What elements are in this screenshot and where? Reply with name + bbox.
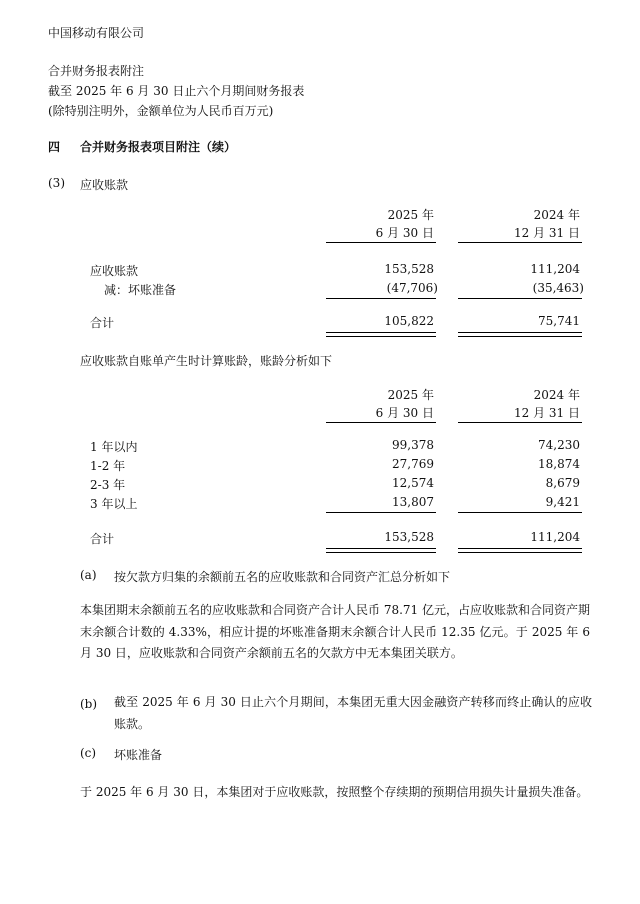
- total-value-2025: 153,528: [384, 530, 434, 544]
- row-value-2024: 111,204: [530, 262, 580, 276]
- table2-col2-date: 12 月 31 日: [514, 406, 580, 420]
- row-value-2025: 99,378: [392, 438, 434, 452]
- table2-col1-year: 2025 年: [387, 388, 434, 402]
- row-label: 1-2 年: [90, 459, 126, 473]
- aging-intro: 应收账款自账单产生时计算账龄，账龄分析如下: [80, 354, 333, 368]
- table2-col2-header-rule: [458, 422, 582, 423]
- table1-col1-total-rule: [326, 332, 436, 337]
- table1-col2-total-rule: [458, 332, 582, 337]
- table2-col1-total-rule: [326, 548, 436, 553]
- note-c-body: 于 2025 年 6 月 30 日，本集团对于应收账款，按照整个存续期的预期信用损失计量损失准备。: [80, 785, 589, 799]
- note-b-label: (b): [80, 697, 98, 711]
- table1-col2-year: 2024 年: [533, 208, 580, 222]
- section-number: 四: [48, 140, 61, 154]
- table1-col1-subtotal-rule: [326, 298, 436, 299]
- header-line-3: (除特别注明外，金额单位为人民币百万元): [48, 104, 274, 118]
- table2-col1-subtotal-rule: [326, 512, 436, 513]
- header-line-1: 合并财务报表附注: [48, 64, 145, 78]
- table2-col2-year: 2024 年: [533, 388, 580, 402]
- note-a-title: 按欠款方归集的余额前五名的应收账款和合同资产汇总分析如下: [114, 570, 451, 584]
- row-value-2024: 8,679: [545, 476, 580, 490]
- company-name: 中国移动有限公司: [48, 26, 145, 40]
- row-label: 应收账款: [90, 264, 139, 278]
- section-title: 合并财务报表项目附注（续）: [80, 140, 237, 154]
- total-value-2024: 111,204: [530, 530, 580, 544]
- total-value-2024: 75,741: [538, 314, 580, 328]
- header-line-2: 截至 2025 年 6 月 30 日止六个月期间财务报表: [48, 84, 305, 98]
- subsection-title: 应收账款: [80, 178, 129, 192]
- row-value-2025: 153,528: [384, 262, 434, 276]
- table1-col1-year: 2025 年: [387, 208, 434, 222]
- note-a-body: 本集团期末余额前五名的应收账款和合同资产合计人民币 78.71 亿元，占应收账款和合同资产期末余额合计数的 4.33%，相应计提的坏账准备期末余额合计人民币 12.35 亿元。于 2025 年 6 月 30 日，应收账款和合同资产余额前五名的欠款方中无本集团关联方。: [80, 603, 590, 660]
- table2-col1-date: 6 月 30 日: [375, 406, 434, 420]
- row-value-2025: 13,807: [392, 495, 434, 509]
- table2-col2-total-rule: [458, 548, 582, 553]
- row-label: 减：坏账准备: [104, 283, 177, 297]
- row-value-2025: 27,769: [392, 457, 434, 471]
- row-value-2024: 9,421: [545, 495, 580, 509]
- total-label: 合计: [90, 316, 115, 330]
- row-label: 1 年以内: [90, 440, 138, 454]
- table1-col1-date: 6 月 30 日: [375, 226, 434, 240]
- note-b-body: 截至 2025 年 6 月 30 日止六个月期间，本集团无重大因金融资产转移而终止确认的应收账款。: [114, 695, 592, 731]
- row-value-2025: (47,706): [386, 281, 438, 295]
- table1-col2-header-rule: [458, 242, 582, 243]
- table1-col1-header-rule: [326, 242, 436, 243]
- row-value-2024: 18,874: [538, 457, 580, 471]
- row-value-2024: (35,463): [532, 281, 584, 295]
- table1-col2-subtotal-rule: [458, 298, 582, 299]
- row-label: 2-3 年: [90, 478, 126, 492]
- row-value-2025: 12,574: [392, 476, 434, 490]
- row-label: 3 年以上: [90, 497, 138, 511]
- table2-col1-header-rule: [326, 422, 436, 423]
- total-label: 合计: [90, 532, 115, 546]
- total-value-2025: 105,822: [384, 314, 434, 328]
- subsection-number: (3): [48, 176, 65, 190]
- note-c-title: 坏账准备: [114, 748, 163, 762]
- table2-col2-subtotal-rule: [458, 512, 582, 513]
- table1-col2-date: 12 月 31 日: [514, 226, 580, 240]
- note-a-label: (a): [80, 568, 97, 582]
- row-value-2024: 74,230: [538, 438, 580, 452]
- note-c-label: (c): [80, 746, 97, 760]
